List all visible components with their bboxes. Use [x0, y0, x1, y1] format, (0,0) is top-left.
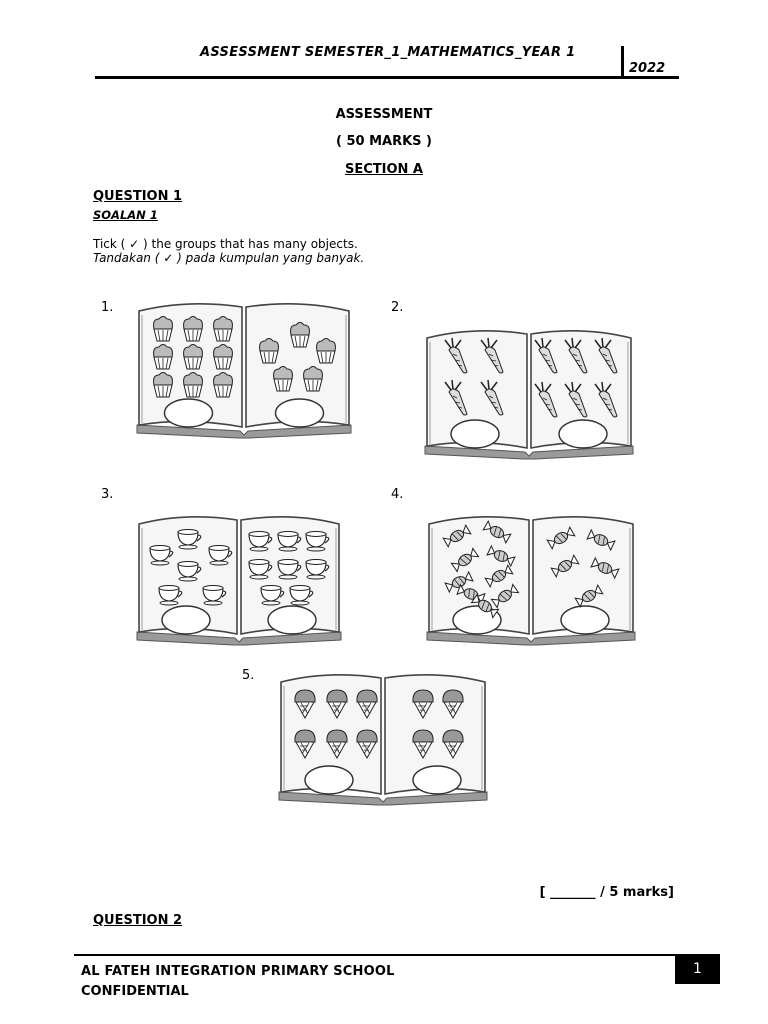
item-number: 3.	[101, 487, 114, 502]
cupcake-icon	[291, 323, 310, 348]
header-divider	[621, 46, 624, 79]
question-2-title: QUESTION 2	[93, 913, 183, 928]
item-number: 2.	[391, 300, 404, 315]
cupcake-icon	[154, 345, 173, 370]
answer-oval	[559, 420, 607, 448]
item-number: 1.	[101, 300, 114, 315]
footer-school-name: AL FATEH INTEGRATION PRIMARY SCHOOL	[81, 964, 395, 979]
item-number: 4.	[391, 487, 404, 502]
cupcake-icon	[260, 339, 279, 364]
question-1-marks: [ _______ / 5 marks]	[539, 885, 674, 900]
cupcake-icon	[304, 367, 323, 392]
question-1-instruction-ms: Tandakan ( ✓ ) pada kumpulan yang banyak.	[93, 251, 365, 265]
book-illustration-cupcakes	[133, 297, 355, 439]
answer-oval	[305, 766, 353, 794]
answer-oval	[451, 420, 499, 448]
document-header-title: ASSESSMENT SEMESTER_1_MATHEMATICS_YEAR 1	[200, 45, 576, 60]
cupcake-icon	[214, 317, 233, 342]
cupcake-icon	[214, 373, 233, 398]
cupcake-icon	[184, 317, 203, 342]
book-illustration-candies	[423, 510, 639, 646]
book-illustration-carrots	[421, 324, 637, 460]
cupcake-icon	[274, 367, 293, 392]
answer-oval	[162, 606, 210, 634]
cupcake-icon	[184, 373, 203, 398]
document-header-year: 2022	[629, 61, 666, 76]
total-marks: ( 50 MARKS )	[336, 134, 432, 149]
answer-oval	[268, 606, 316, 634]
answer-oval	[276, 399, 324, 427]
footer-confidential: CONFIDENTIAL	[81, 984, 189, 999]
cupcake-icon	[317, 339, 336, 364]
question-1-subtitle: SOALAN 1	[93, 208, 158, 222]
answer-oval	[165, 399, 213, 427]
book-illustration-ice-creams	[275, 668, 491, 806]
question-1-instruction-en: Tick ( ✓ ) the groups that has many objects.	[93, 237, 358, 251]
answer-oval	[413, 766, 461, 794]
question-1-title: QUESTION 1	[93, 189, 183, 204]
footer-rule	[74, 954, 720, 956]
cupcake-icon	[154, 317, 173, 342]
item-number: 5.	[242, 668, 255, 683]
header-rule	[95, 76, 679, 79]
book-illustration-cups	[133, 510, 345, 646]
assessment-title: ASSESSMENT	[335, 107, 433, 122]
cupcake-icon	[184, 345, 203, 370]
cupcake-icon	[154, 373, 173, 398]
section-title: SECTION A	[344, 162, 423, 177]
cupcake-icon	[214, 345, 233, 370]
page-number: 1	[675, 955, 720, 984]
answer-oval	[561, 606, 609, 634]
